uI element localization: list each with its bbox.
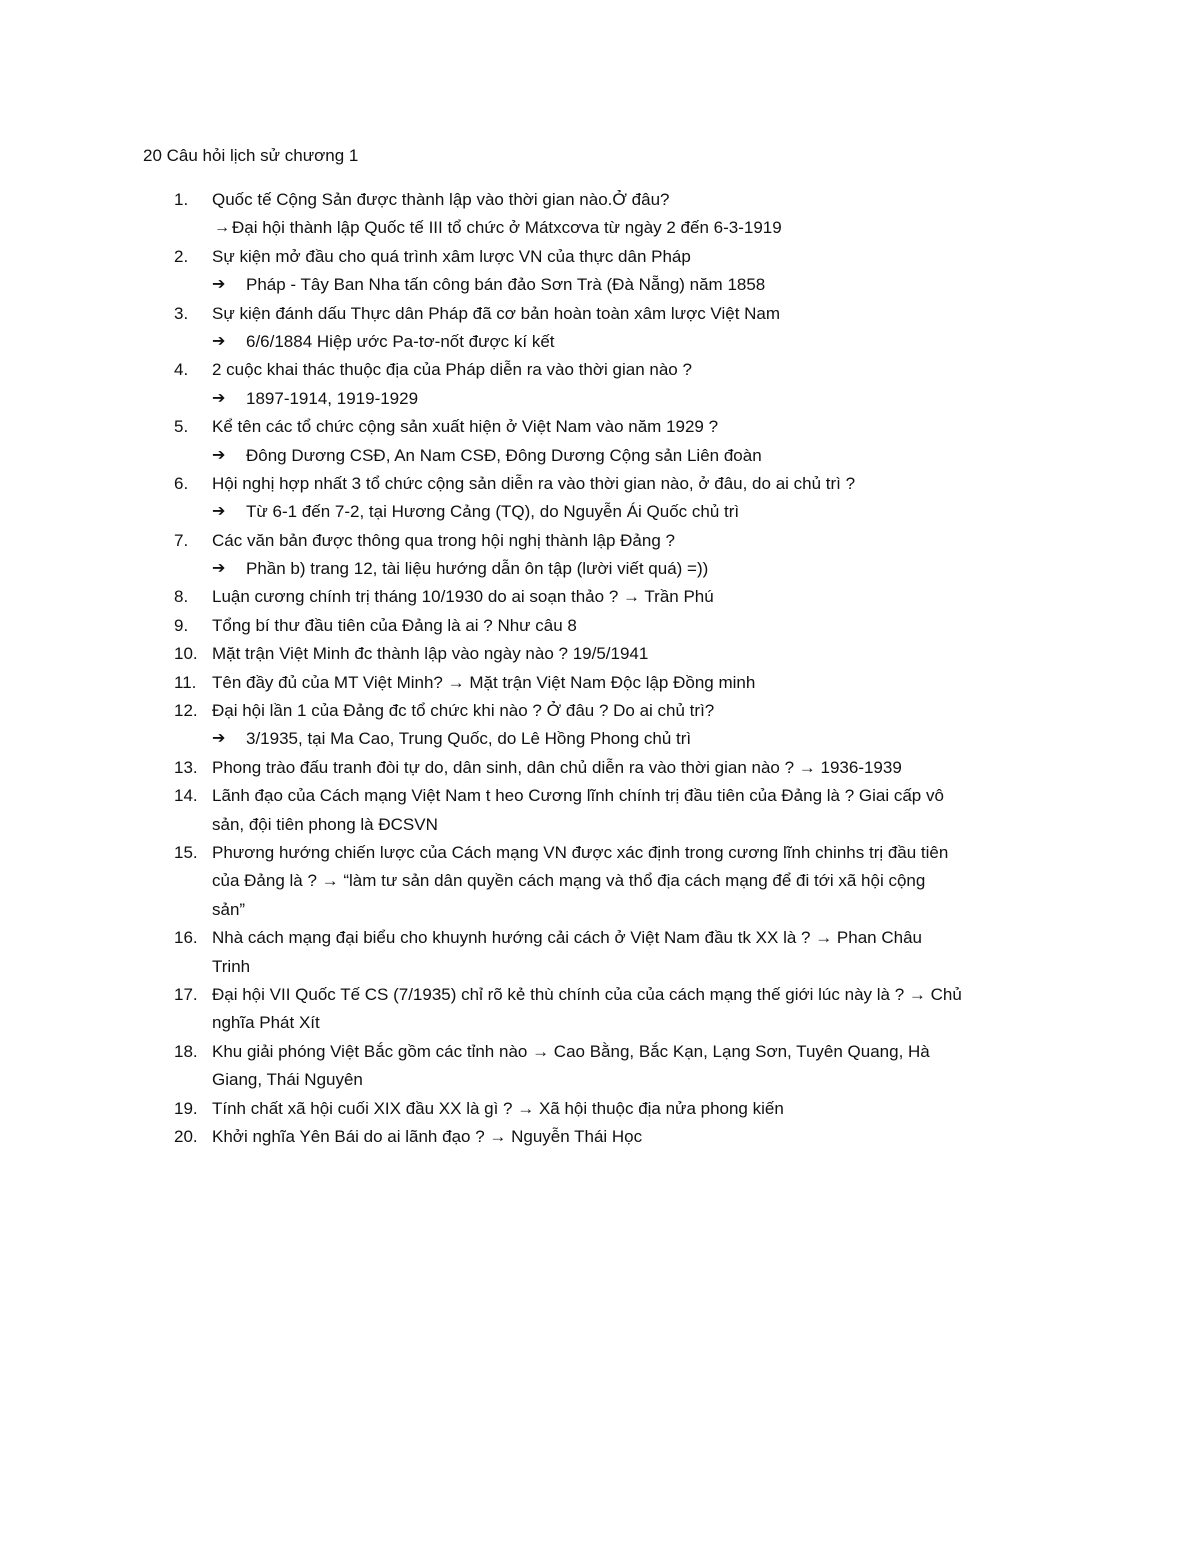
question-text: 2 cuộc khai thác thuộc địa của Pháp diễn ra vào thời gian nào ?: [212, 360, 692, 380]
question-item: [0, 782, 1200, 839]
arrow-right-icon: →: [214, 219, 230, 237]
question-number: 9.: [174, 615, 189, 635]
question-item: [0, 1038, 1200, 1095]
question-text: Các văn bản được thông qua trong hội nghị thành lập Đảng ?: [212, 530, 675, 550]
question-text: Đại hội lần 1 của Đảng đc tổ chức khi nào ? Ở đâu ? Do ai chủ trì?: [212, 701, 715, 721]
question-line: [0, 811, 1200, 839]
question-line: [0, 612, 1200, 640]
question-line: [0, 924, 1200, 952]
question-item: [0, 243, 1200, 300]
answer-text: 1897-1914, 1919-1929: [246, 388, 419, 408]
question-line: [0, 300, 1200, 328]
question-text: Hội nghị hợp nhất 3 tổ chức cộng sản diễn ra vào thời gian nào, ở đâu, do ai chủ trì ?: [212, 473, 856, 493]
question-text: Mặt trận Việt Minh đc thành lập vào ngày nào ? 19/5/1941: [212, 644, 649, 664]
question-text: của Đảng là ? → “làm tư sản dân quyền cách mạng và thổ địa cách mạng để đi tới xã hội cộng: [212, 871, 926, 891]
question-line: [0, 782, 1200, 810]
question-text: Lãnh đạo của Cách mạng Việt Nam t heo Cương lĩnh chính trị đầu tiên của Đảng là ? Giai cấp vô: [212, 786, 944, 806]
question-line: [0, 1123, 1200, 1151]
answer-text: Phần b) trang 12, tài liệu hướng dẫn ôn tập (lười viết quá) =)): [246, 559, 709, 579]
question-line: [0, 470, 1200, 498]
document-title: 20 Câu hỏi lịch sử chương 1: [143, 146, 359, 165]
question-item: [0, 527, 1200, 584]
question-item: [0, 1095, 1200, 1123]
question-item: [0, 924, 1200, 981]
question-line: [0, 186, 1200, 214]
question-number: 6.: [174, 473, 189, 493]
question-item: [0, 669, 1200, 697]
question-text: Trinh: [212, 956, 251, 976]
question-text: Tổng bí thư đầu tiên của Đảng là ai ? Như câu 8: [212, 615, 577, 635]
question-number: 15.: [174, 842, 198, 862]
question-text: Đại hội VII Quốc Tế CS (7/1935) chỉ rõ kẻ thù chính của của cách mạng thế giới lúc này là ? → Chủ: [212, 984, 962, 1004]
arrow-right-icon: ➔: [212, 503, 226, 521]
question-number: 12.: [174, 701, 198, 721]
question-item: [0, 1123, 1200, 1151]
question-text: Giang, Thái Nguyên: [212, 1070, 363, 1090]
question-line: [0, 953, 1200, 981]
question-number: 1.: [174, 190, 189, 209]
question-number: 5.: [174, 417, 189, 437]
question-text: Tên đầy đủ của MT Việt Minh? → Mặt trận Việt Nam Độc lập Đồng minh: [212, 672, 756, 692]
arrow-right-icon: ➔: [212, 560, 226, 578]
question-line: [0, 356, 1200, 384]
answer-line: [0, 328, 1200, 356]
question-number: 18.: [174, 1041, 198, 1061]
question-text: Khu giải phóng Việt Bắc gồm các tỉnh nào → Cao Bằng, Bắc Kạn, Lạng Sơn, Tuyên Quang, Hà: [212, 1041, 930, 1061]
question-line: [0, 754, 1200, 782]
question-line: [0, 1095, 1200, 1123]
question-number: 4.: [174, 360, 189, 380]
arrow-right-icon: ➔: [212, 332, 226, 350]
question-line: [0, 640, 1200, 668]
question-text: sản, đội tiên phong là ĐCSVN: [212, 814, 438, 834]
question-number: 13.: [174, 757, 198, 777]
question-line: [0, 413, 1200, 441]
question-item: [0, 413, 1200, 470]
answer-text: Đông Dương CSĐ, An Nam CSĐ, Đông Dương Cộng sản Liên đoàn: [246, 445, 762, 465]
arrow-right-icon: ➔: [212, 730, 226, 748]
question-item: [0, 697, 1200, 754]
question-number: 20.: [174, 1126, 198, 1146]
question-number: 3.: [174, 303, 189, 323]
question-item: [0, 583, 1200, 611]
answer-line: [0, 725, 1200, 753]
question-number: 8.: [174, 587, 189, 607]
question-line: [0, 839, 1200, 867]
question-text: Tính chất xã hội cuối XIX đầu XX là gì ? → Xã hội thuộc địa nửa phong kiến: [212, 1098, 784, 1118]
question-line: [0, 1038, 1200, 1066]
answer-text: Đại hội thành lập Quốc tế III tổ chức ở Mátxcơva từ ngày 2 đến 6-3-1919: [232, 218, 782, 238]
answer-text: 6/6/1884 Hiệp ước Pa-tơ-nốt được kí kết: [246, 331, 555, 351]
answer-line: [0, 385, 1200, 413]
question-number: 17.: [174, 984, 198, 1004]
answer-text: Pháp - Tây Ban Nha tấn công bán đảo Sơn Trà (Đà Nẵng) năm 1858: [246, 275, 766, 295]
question-text: Phương hướng chiến lược của Cách mạng VN được xác định trong cương lĩnh chinhs trị đầu tiên: [212, 842, 949, 862]
question-text: Sự kiện đánh dấu Thực dân Pháp đã cơ bản hoàn toàn xâm lược Việt Nam: [212, 303, 781, 323]
question-number: 19.: [174, 1098, 198, 1118]
answer-line: [0, 214, 1200, 242]
question-text: nghĩa Phát Xít: [212, 1013, 320, 1033]
question-text: Quốc tế Cộng Sản được thành lập vào thời gian nào.Ở đâu?: [212, 190, 670, 209]
question-line: [0, 981, 1200, 1009]
question-line: [0, 896, 1200, 924]
answer-line: [0, 498, 1200, 526]
arrow-right-icon: ➔: [212, 446, 226, 464]
question-text: Phong trào đấu tranh đòi tự do, dân sinh, dân chủ diễn ra vào thời gian nào ? → 1936-1939: [212, 757, 902, 777]
question-line: [0, 669, 1200, 697]
question-line: [0, 583, 1200, 611]
question-item: [0, 612, 1200, 640]
question-number: 2.: [174, 246, 189, 266]
question-item: [0, 300, 1200, 357]
question-item: [0, 356, 1200, 413]
answer-line: [0, 555, 1200, 583]
question-text: Khởi nghĩa Yên Bái do ai lãnh đạo ? → Nguyễn Thái Học: [212, 1126, 643, 1146]
arrow-right-icon: ➔: [212, 389, 226, 407]
question-line: [0, 527, 1200, 555]
answer-line: [0, 271, 1200, 299]
question-text: Sự kiện mở đầu cho quá trình xâm lược VN của thực dân Pháp: [212, 246, 691, 266]
question-list: [0, 186, 1200, 1151]
question-line: [0, 243, 1200, 271]
arrow-right-icon: ➔: [212, 276, 226, 294]
question-line: [0, 867, 1200, 895]
answer-text: 3/1935, tại Ma Cao, Trung Quốc, do Lê Hồng Phong chủ trì: [246, 729, 692, 749]
question-text: Nhà cách mạng đại biểu cho khuynh hướng cải cách ở Việt Nam đầu tk XX là ? → Phan Châu: [212, 928, 922, 948]
question-number: 16.: [174, 928, 198, 948]
question-number: 11.: [174, 672, 197, 692]
question-text: sản”: [212, 899, 246, 919]
answer-line: [0, 442, 1200, 470]
question-item: [0, 470, 1200, 527]
question-line: [0, 697, 1200, 725]
question-line: [0, 1066, 1200, 1094]
question-item: [0, 186, 1200, 243]
question-text: Luận cương chính trị tháng 10/1930 do ai soạn thảo ? → Trần Phú: [212, 587, 714, 607]
question-item: [0, 839, 1200, 924]
question-line: [0, 1009, 1200, 1037]
question-number: 14.: [174, 786, 198, 806]
question-item: [0, 640, 1200, 668]
question-number: 7.: [174, 530, 189, 550]
question-item: [0, 754, 1200, 782]
question-text: Kể tên các tổ chức cộng sản xuất hiện ở Việt Nam vào năm 1929 ?: [212, 417, 719, 437]
question-item: [0, 981, 1200, 1038]
question-number: 10.: [174, 644, 198, 664]
answer-text: Từ 6-1 đến 7-2, tại Hương Cảng (TQ), do Nguyễn Ái Quốc chủ trì: [246, 502, 740, 522]
